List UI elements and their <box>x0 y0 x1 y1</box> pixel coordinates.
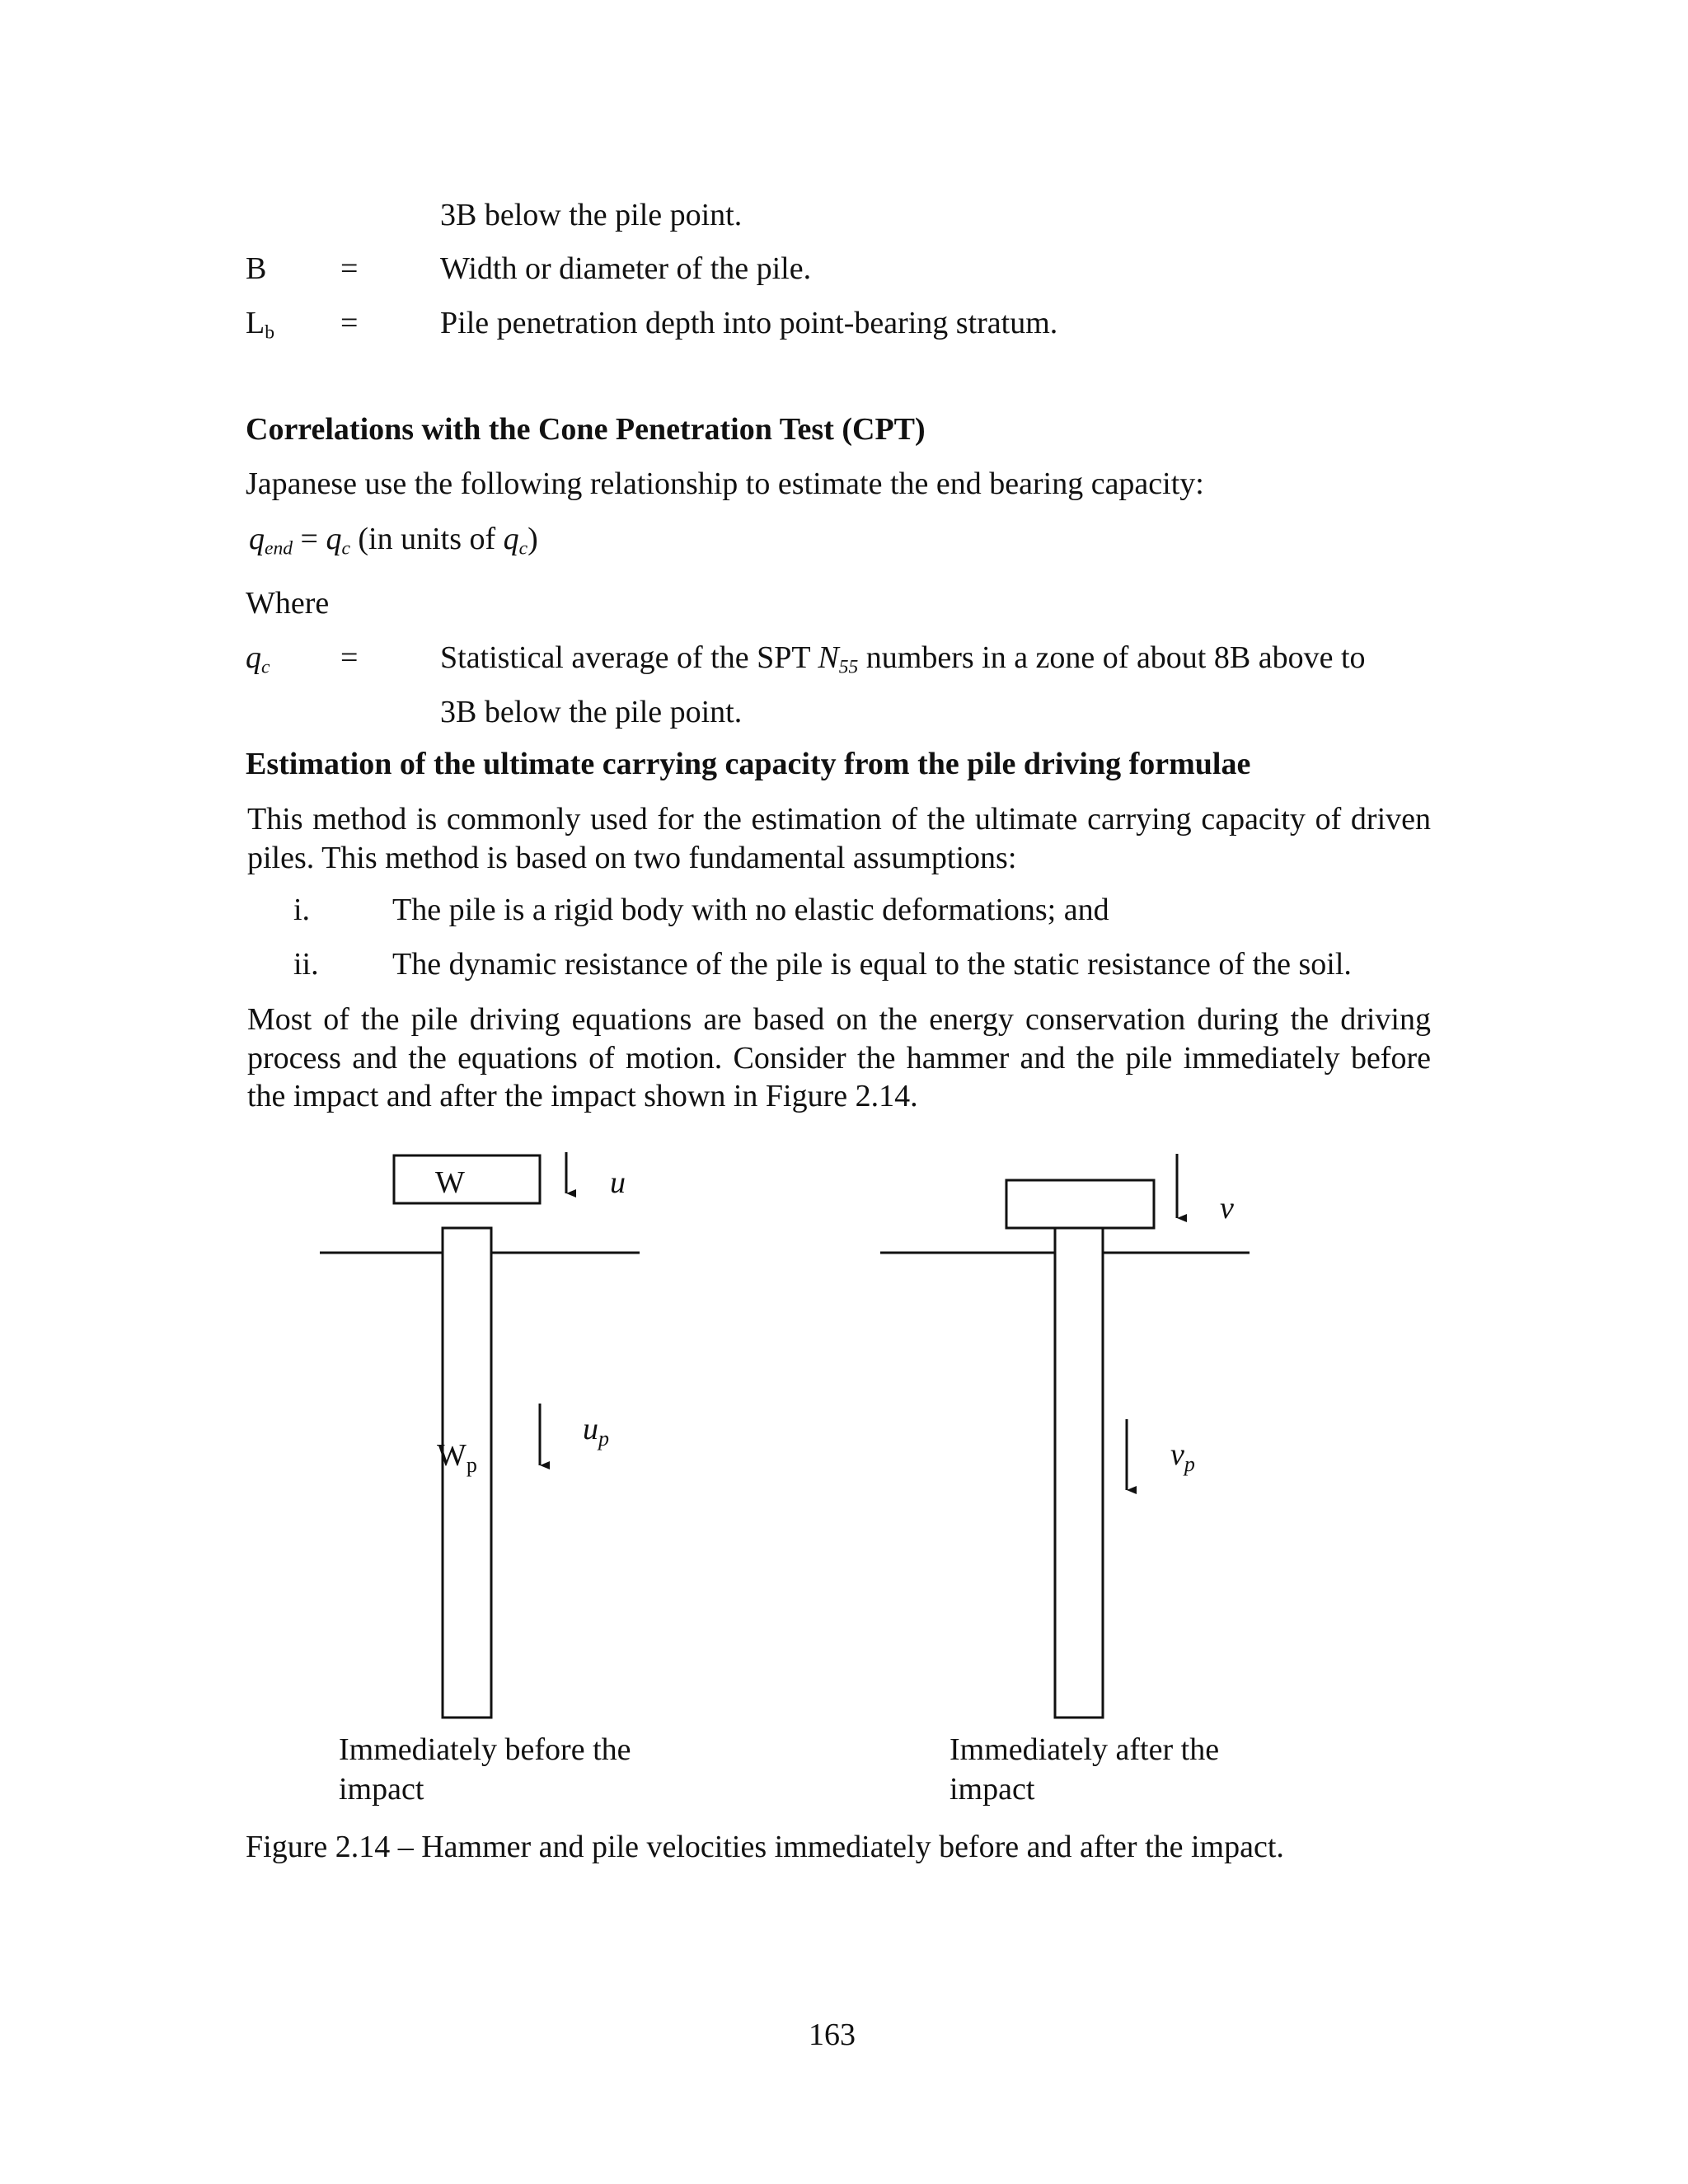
def-equals-lb: = <box>340 306 359 340</box>
pdf-paragraph-1: This method is commonly used for the estimation of the ultimate carrying capacity of driven piles. This method is based on two fundamental assumptions: <box>247 802 1431 875</box>
def-text-lb: Pile penetration depth into point-bearing stratum. <box>440 306 1058 340</box>
list-num-2: ii. <box>293 947 319 982</box>
cpt-heading: Correlations with the Cone Penetration Test (CPT) <box>246 412 926 447</box>
def-equals-qc: = <box>340 640 359 675</box>
caption-before-line1: Immediately before the <box>339 1732 631 1767</box>
hammer-block <box>394 1155 540 1203</box>
def-equals-b: = <box>340 251 359 286</box>
velocity-up-label: $u_p$ <box>583 1412 609 1451</box>
figure-after-impact <box>880 1154 1250 1807</box>
hammer-label: W <box>435 1165 465 1200</box>
page-number: 163 <box>809 2018 856 2052</box>
pile-shaft-after <box>1055 1228 1103 1718</box>
list-text-1: The pile is a rigid body with no elastic deformations; and <box>392 893 1109 927</box>
velocity-v-label: v <box>1220 1191 1234 1226</box>
figure-caption: Figure 2.14 – Hammer and pile velocities immediately before and after the impact. <box>246 1830 1284 1864</box>
list-text-2: The dynamic resistance of the pile is equal to the static resistance of the soil. <box>392 947 1352 982</box>
pdf-paragraph-2: Most of the pile driving equations are based on the energy conservation during the driving process and the equations of motion. Consider the hammer and the pile immediately before the impact and after the impact shown in Figure 2.14. <box>247 1002 1431 1114</box>
continuation-text: 3B below the pile point. <box>440 198 743 232</box>
cpt-intro: Japanese use the following relationship to estimate the end bearing capacity: <box>246 466 1204 501</box>
def-continuation-qc: 3B below the pile point. <box>440 695 743 729</box>
def-symbol-qc: $q_c$ <box>246 640 270 678</box>
pile-weight-label: $W_p$ <box>437 1438 477 1477</box>
def-symbol-b: B <box>246 251 267 286</box>
hammer-block-after <box>1006 1180 1154 1228</box>
list-num-1: i. <box>293 893 311 927</box>
caption-before-line2: impact <box>339 1772 424 1807</box>
def-text-b: Width or diameter of the pile. <box>440 251 812 286</box>
pdf-heading: Estimation of the ultimate carrying capacity from the pile driving formulae <box>246 747 1251 781</box>
def-text-qc: Statistical average of the SPT $N_{55}$ numbers in a zone of about 8B above to <box>440 640 1366 678</box>
caption-after-line2: impact <box>950 1772 1035 1807</box>
where-label: Where <box>246 586 330 621</box>
velocity-u-label: u <box>610 1165 626 1200</box>
figure-before-impact <box>320 1152 640 1807</box>
cpt-formula: $q_{end} = q_c$ (in units of $q_c$) <box>249 522 538 560</box>
def-symbol-lb: $L_b$ <box>246 306 274 344</box>
velocity-vp-label: $v_p$ <box>1170 1437 1195 1476</box>
caption-after-line1: Immediately after the <box>950 1732 1220 1767</box>
